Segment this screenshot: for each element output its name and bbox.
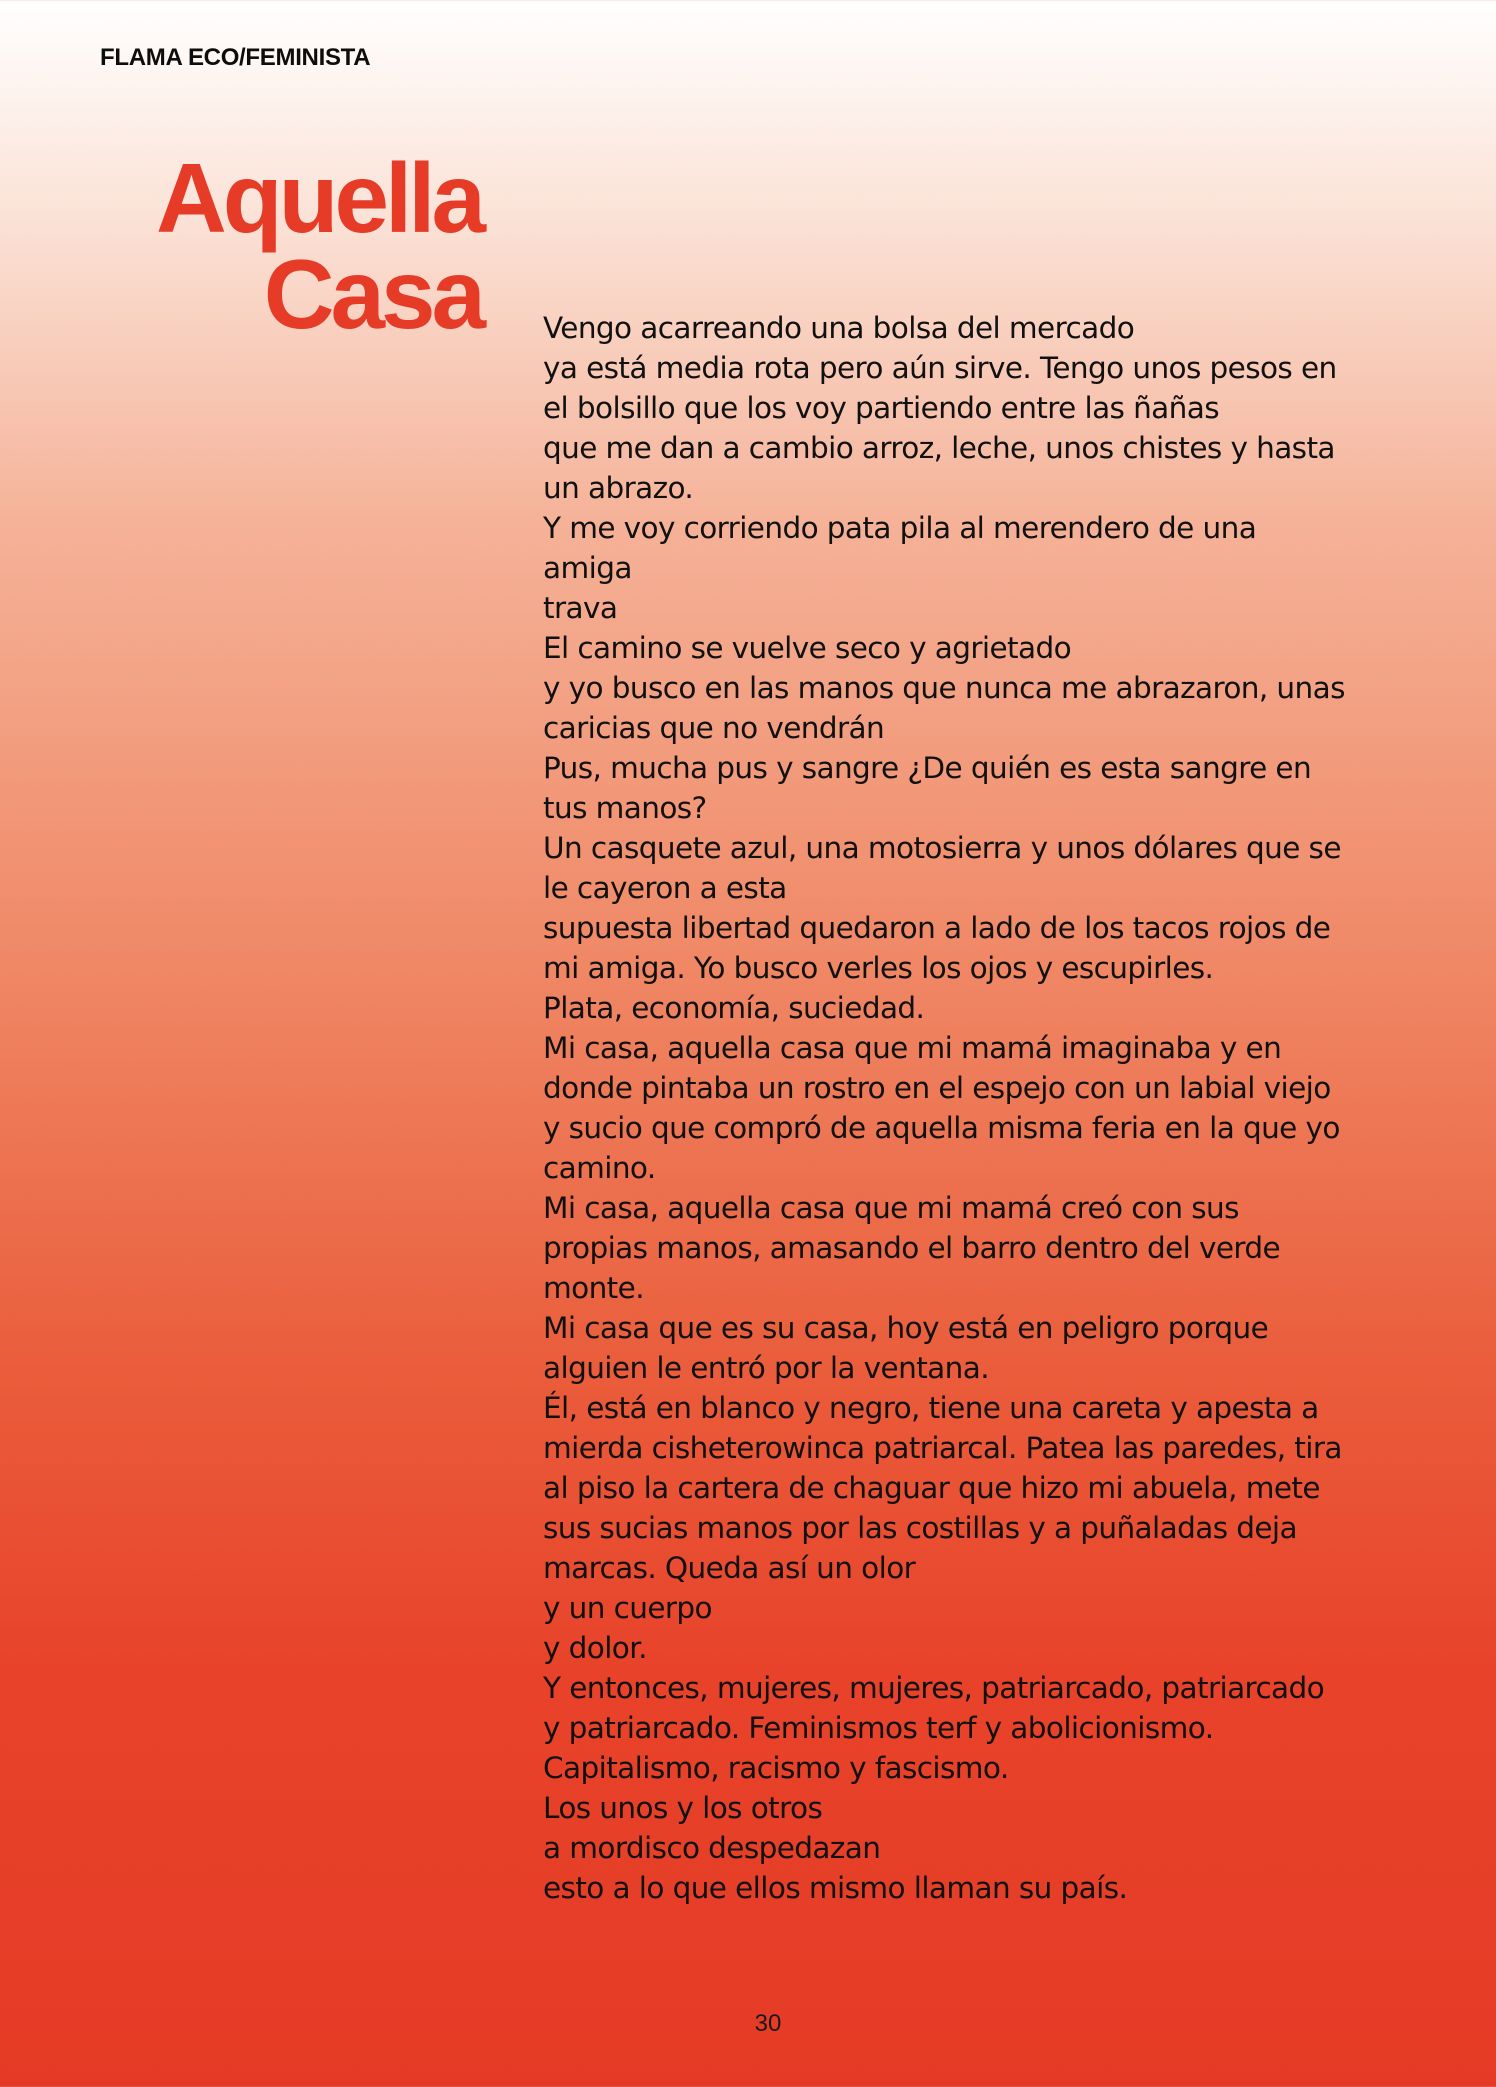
poem-line: mi amiga. Yo busco verles los ojos y escupirles. (543, 951, 1214, 985)
poem-line: tus manos? (543, 791, 707, 825)
poem-title-line-1: Aquella (156, 143, 482, 253)
poem-line: que me dan a cambio arroz, leche, unos chistes y hasta (543, 431, 1335, 465)
poem-line: Los unos y los otros (543, 1791, 823, 1825)
poem-line: un abrazo. (543, 471, 694, 505)
poem-line: supuesta libertad quedaron a lado de los tacos rojos de (543, 911, 1331, 945)
poem-line: Pus, mucha pus y sangre ¿De quién es esta sangre en (543, 751, 1312, 785)
poem-line: El camino se vuelve seco y agrietado (543, 631, 1072, 665)
poem-line: Capitalismo, racismo y fascismo. (543, 1751, 1009, 1785)
poem-line: alguien le entró por la ventana. (543, 1351, 989, 1385)
poem-body (543, 308, 1413, 1908)
poem-title-line-2: Casa (263, 239, 482, 349)
poem-line: esto a lo que ellos mismo llaman su país. (543, 1871, 1128, 1905)
poem-line: el bolsillo que los voy partiendo entre las ñañas (543, 391, 1220, 425)
page-number: 30 (754, 2010, 782, 2037)
poem-line: propias manos, amasando el barro dentro del verde (543, 1231, 1281, 1265)
poem-line: Plata, economía, suciedad. (543, 991, 925, 1025)
poem-line: sus sucias manos por las costillas y a puñaladas deja (543, 1511, 1297, 1545)
poem-line: Un casquete azul, una motosierra y unos dólares que se (543, 831, 1341, 865)
poem-line: y yo busco en las manos que nunca me abrazaron, unas (543, 671, 1345, 705)
poem-line: camino. (543, 1151, 656, 1185)
poem-line: amiga (543, 551, 632, 585)
poem-line: y sucio que compró de aquella misma feria en la que yo (543, 1111, 1340, 1145)
poem-line: monte. (543, 1271, 644, 1305)
poem-line: ya está media rota pero aún sirve. Tengo unos pesos en (543, 351, 1337, 385)
poem-line: Vengo acarreando una bolsa del mercado (543, 311, 1135, 345)
poem-line: Mi casa, aquella casa que mi mamá imaginaba y en (543, 1031, 1282, 1065)
poem-line: Mi casa, aquella casa que mi mamá creó con sus (543, 1191, 1239, 1225)
poem-line: Él, está en blanco y negro, tiene una careta y apesta a (543, 1391, 1319, 1425)
poem-line: a mordisco despedazan (543, 1831, 881, 1865)
poem-line: Y me voy corriendo pata pila al merendero de una (543, 511, 1257, 545)
section-label: FLAMA ECO/FEMINISTA (100, 44, 371, 71)
poem-line: mierda cisheterowinca patriarcal. Patea las paredes, tira (543, 1431, 1342, 1465)
poem-line: marcas. Queda así un olor (543, 1551, 916, 1585)
poem-line: trava (543, 591, 618, 625)
poem-line: al piso la cartera de chaguar que hizo mi abuela, mete (543, 1471, 1320, 1505)
poem-line: Mi casa que es su casa, hoy está en peligro porque (543, 1311, 1269, 1345)
poem-line: y patriarcado. Feminismos terf y abolicionismo. (543, 1711, 1214, 1745)
poem-line: y un cuerpo (543, 1591, 712, 1625)
poem-line: y dolor. (543, 1631, 647, 1665)
poem-line: Y entonces, mujeres, mujeres, patriarcado, patriarcado (543, 1671, 1325, 1705)
poem-line: donde pintaba un rostro en el espejo con un labial viejo (543, 1071, 1331, 1105)
poem-title (60, 143, 482, 349)
poem-line: caricias que no vendrán (543, 711, 885, 745)
poem-line: le cayeron a esta (543, 871, 787, 905)
